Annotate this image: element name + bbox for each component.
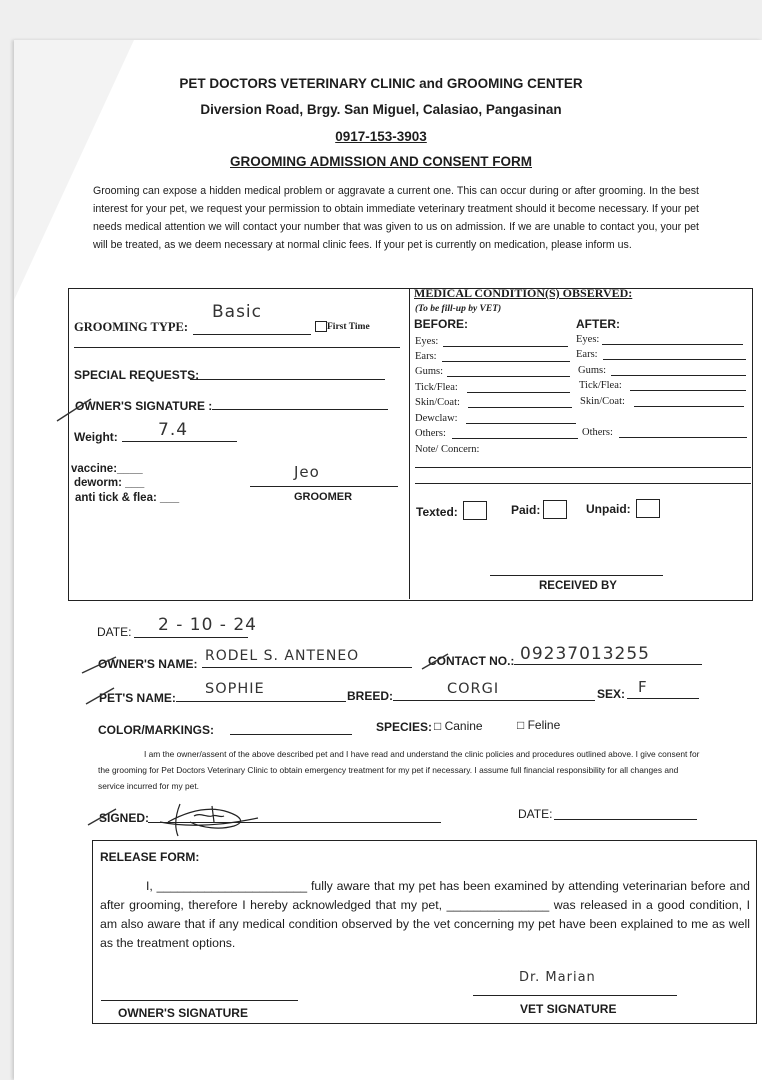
breed-value[interactable]: CORGI [447, 681, 500, 697]
first-time-checkbox[interactable] [315, 321, 327, 332]
owners-signature-line[interactable] [212, 409, 388, 410]
owner-name-label: OWNER'S NAME: [98, 657, 198, 671]
contact-line [514, 664, 702, 665]
box-divider [409, 288, 410, 599]
after-ears: Ears: [576, 349, 598, 360]
owners-signature-label: OWNER'S SIGNATURE : [75, 399, 213, 413]
after-gums: Gums: [578, 365, 607, 376]
vet-signature-value: Dr. Marian [519, 970, 596, 985]
medical-title: MEDICAL CONDITION(S) OBSERVED: [414, 286, 633, 300]
medical-subtitle: (To be fill-up by VET) [415, 304, 502, 314]
date-value[interactable]: 2 - 10 - 24 [158, 615, 257, 635]
breed-line [393, 700, 595, 701]
before-skin-coat: Skin/Coat: [415, 397, 460, 408]
texted-label: Texted: [416, 505, 458, 519]
before-skin-coat-line[interactable] [468, 407, 572, 408]
sex-line [627, 698, 699, 699]
pet-name-label: PET'S NAME: [99, 691, 176, 705]
checkmark-icon [55, 395, 95, 425]
before-gums-line[interactable] [447, 376, 570, 377]
clinic-phone: 0917-153-3903 [335, 129, 427, 144]
date-label: DATE: [97, 625, 132, 639]
canine-option[interactable]: □ Canine [434, 719, 483, 733]
sex-value[interactable]: F [638, 678, 648, 696]
after-ears-line[interactable] [603, 359, 746, 360]
contact-label: CONTACT NO.: [428, 654, 515, 668]
unpaid-checkbox[interactable] [636, 499, 660, 518]
date-line [134, 637, 248, 638]
color-markings-line[interactable] [230, 734, 352, 735]
texted-checkbox[interactable] [463, 501, 487, 520]
received-by-label: RECEIVED BY [539, 580, 617, 592]
after-tick-flea: Tick/Flea: [579, 380, 622, 391]
contact-value[interactable]: 09237013255 [520, 644, 650, 664]
owners-signature-release-line[interactable] [101, 1000, 298, 1001]
after-skin-coat-line[interactable] [634, 406, 744, 407]
grooming-type-line [193, 334, 311, 335]
after-eyes-line[interactable] [602, 344, 743, 345]
sex-label: SEX: [597, 687, 626, 701]
consent-date-label: DATE: [518, 807, 553, 821]
grooming-type-line-2 [74, 347, 400, 348]
release-paragraph: I, ______________________ fully aware that my pet has been examined by attending veterinarian before and after grooming, therefore I hereby acknowledged that my pet, _______________ was released in a good condition, I am also aware that if any medical condition observed by the vet concerning my pet have been explained to me as well as the treatment options. [100, 879, 750, 950]
owners-signature-release-label: OWNER'S SIGNATURE [118, 1006, 248, 1020]
after-tick-flea-line[interactable] [630, 390, 746, 391]
after-eyes: Eyes: [576, 334, 600, 345]
consent-paragraph: I am the owner/assent of the above described pet and I have read and understand the clinic policies and procedures outlined above. I give consent for the grooming for Pet Doctors Veterinary Clinic to obtain emergency treatment for my pet if necessary. I assume full financial responsibility for all changes and service incurred for my pet. [98, 749, 700, 791]
clinic-name: PET DOCTORS VETERINARY CLINIC and GROOMING CENTER [179, 76, 583, 91]
anti-tick-flea-label: anti tick & flea: ___ [75, 492, 180, 504]
before-eyes-line[interactable] [443, 346, 568, 347]
signed-label: SIGNED: [99, 811, 150, 825]
clinic-address: Diversion Road, Brgy. San Miguel, Calasiao, Pangasinan [200, 102, 562, 117]
after-others: Others: [582, 427, 613, 438]
unpaid-label: Unpaid: [586, 502, 631, 516]
weight-label: Weight: [74, 430, 118, 444]
checkmark-icon [84, 685, 118, 707]
before-label: BEFORE: [414, 317, 468, 331]
consent-date-line[interactable] [554, 819, 697, 820]
pet-name-line [176, 701, 346, 702]
deworm-label: deworm: ___ [74, 477, 145, 489]
vet-signature-label: VET SIGNATURE [520, 1002, 617, 1016]
grooming-type-label: GROOMING TYPE: [74, 320, 189, 334]
breed-label: BREED: [347, 689, 394, 703]
groomer-value[interactable]: Jeo [294, 463, 320, 481]
vet-signature-line[interactable] [473, 995, 677, 996]
pet-name-value[interactable]: SOPHIE [205, 681, 265, 697]
checkmark-icon [80, 653, 120, 677]
before-ears-line[interactable] [442, 361, 570, 362]
vaccine-label: vaccine:____ [71, 463, 143, 475]
after-gums-line[interactable] [611, 375, 746, 376]
weight-line [122, 441, 237, 442]
before-gums: Gums: [415, 366, 444, 377]
owner-name-value[interactable]: RODEL S. ANTENEO [205, 648, 360, 664]
special-requests-line[interactable] [190, 379, 385, 380]
paid-label: Paid: [511, 503, 541, 517]
special-requests-label: SPECIAL REQUESTS: [74, 368, 200, 382]
weight-value[interactable]: 7.4 [158, 420, 189, 440]
checkmark-icon [420, 651, 450, 673]
note-line-1[interactable] [415, 467, 751, 468]
before-tick-flea: Tick/Flea: [415, 382, 458, 393]
form-title: GROOMING ADMISSION AND CONSENT FORM [230, 154, 532, 169]
release-form-title: RELEASE FORM: [100, 850, 200, 864]
color-markings-label: COLOR/MARKINGS: [98, 723, 214, 737]
paid-checkbox[interactable] [543, 500, 567, 519]
after-skin-coat: Skin/Coat: [580, 396, 625, 407]
feline-option[interactable]: □ Feline [517, 718, 561, 732]
species-label: SPECIES: [376, 720, 433, 734]
before-dewclaw: Dewclaw: [415, 413, 458, 424]
checkmark-icon [86, 806, 120, 828]
received-by-line[interactable] [490, 575, 663, 576]
before-eyes: Eyes: [415, 336, 439, 347]
first-time-label: First Time [327, 322, 370, 332]
note-concern-label: Note/ Concern: [415, 444, 480, 455]
before-tick-flea-line[interactable] [467, 392, 570, 393]
owner-signature-scribble [150, 792, 270, 842]
groomer-label: GROOMER [294, 491, 353, 503]
after-label: AFTER: [576, 317, 620, 331]
after-others-line[interactable] [619, 437, 747, 438]
owner-name-line [202, 667, 412, 668]
before-ears: Ears: [415, 351, 437, 362]
note-line-2[interactable] [415, 483, 751, 484]
intro-paragraph: Grooming can expose a hidden medical problem or aggravate a current one. This can occur during or after grooming. In the best interest for your pet, we request your permission to obtain immediate veterinary treatment should it become necessary. If your pet needs medical attention we will contact your number that was given to us on admission. If we are unable to contact you, your pet will be treated, as we deem necessary at normal clinic fees. If your pet is currently on medication, please inform us. [93, 185, 699, 251]
groomer-line [250, 486, 398, 487]
before-dewclaw-line[interactable] [466, 423, 576, 424]
before-others-line[interactable] [452, 438, 578, 439]
before-others: Others: [415, 428, 446, 439]
grooming-type-value[interactable]: Basic [212, 302, 263, 322]
